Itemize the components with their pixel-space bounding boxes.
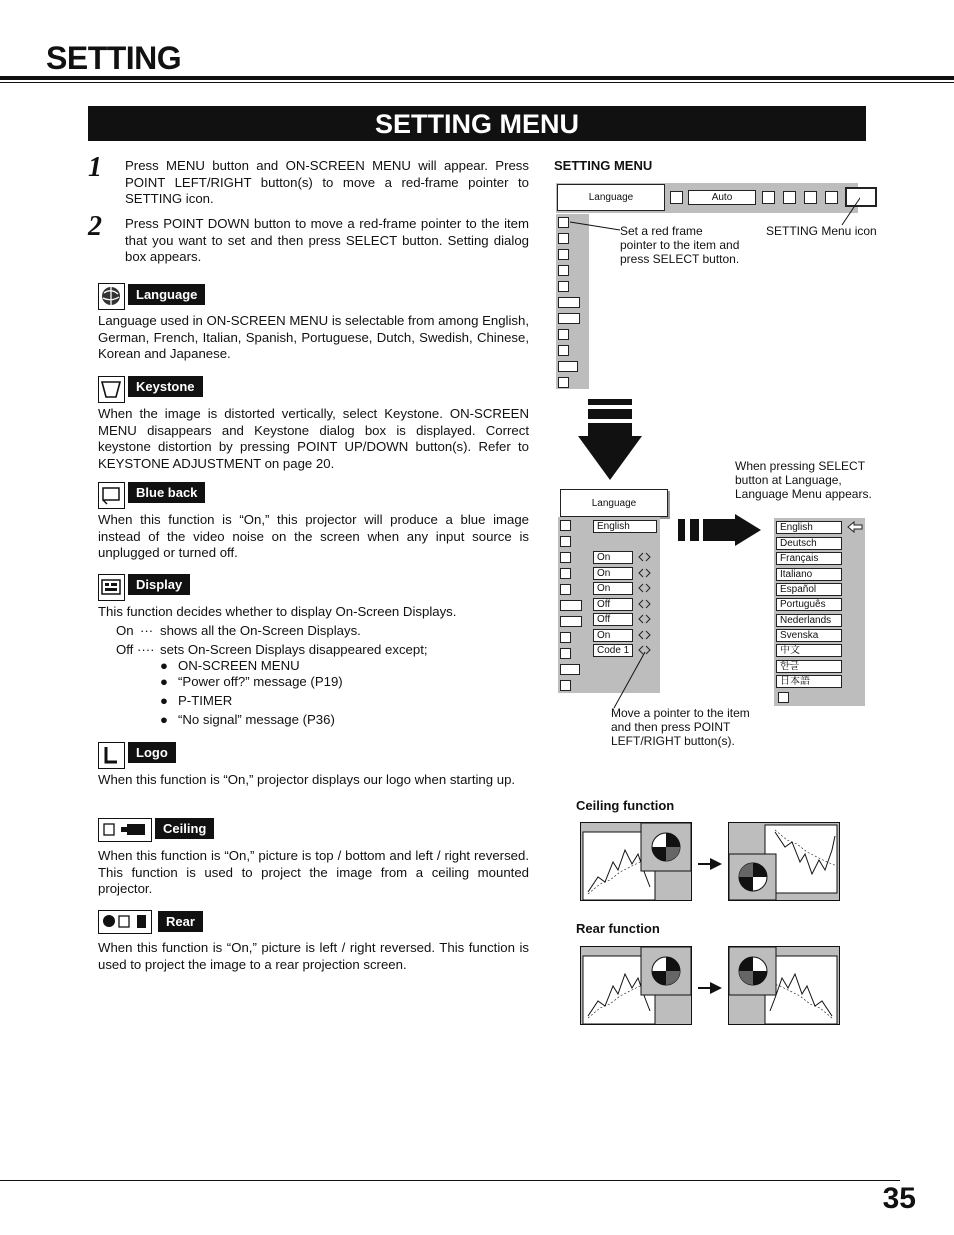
blue-back-icon [98,482,125,509]
language-label: Language [128,284,205,305]
bullet-dot-icon: ● [160,674,168,689]
language-option-english[interactable]: English [776,521,842,534]
language-option-francais[interactable]: Français [776,552,842,565]
display-off-key: Off [116,642,134,657]
arrow-bar [588,423,632,437]
page-number: 35 [882,1182,916,1215]
logo-text: When this function is “On,” projector displays our logo when starting up. [98,772,516,787]
callout-red-frame: Set a red frame pointer to the item and press SELECT button. [620,224,740,266]
ceiling-small-icon [560,600,582,611]
exit-small-icon [558,377,569,388]
ceiling-small-icon [558,297,580,308]
language-text: Language used in ON-SCREEN MENU is selectable from among English, German, French, Italian, Spanish, Portuguese, Dutch, Swedish, Chinese, Korean and Japanese. [98,313,529,361]
footer-rule [0,1180,900,1181]
step-number-1: 1 [88,152,102,183]
right-arrow-icon [703,514,761,546]
left-right-arrows [638,551,652,659]
blue-back-text: When this function is “On,” this projector will produce a blue image instead of the video noise on the screen when any input source is unplugged or turned off. [98,512,529,560]
display-on-key: On [116,623,134,638]
exit-small-icon [778,692,789,703]
display-on-dots: ··· [140,623,154,638]
ceiling-label: Ceiling [155,818,214,839]
logo-icon [98,742,125,769]
key-lock-small-icon [558,361,578,372]
globe-icon [98,283,125,310]
pointer-arrow-icon [847,521,863,533]
display-off-dots: ···· [137,642,155,657]
ceiling-text: When this function is “On,” picture is top / bottom and left / right reversed. This function is used to project the image from a ceiling mounted projector. [98,848,529,896]
language-option-portugues[interactable]: Português [776,598,842,611]
menu2-value-code: Code 1 [593,644,633,657]
menu-bar-language: Language [557,184,665,211]
ceiling-icon [98,818,152,842]
bullet-dot-icon: ● [160,658,168,673]
step-number-2: 2 [88,211,102,242]
display-bullet-1: ON-SCREEN MENU [178,658,300,673]
blue-back-label: Blue back [128,482,205,503]
header-rule-thin [0,82,954,83]
menu2-value-rear: On [593,629,633,642]
display-label: Display [128,574,190,595]
keystone-text: When the image is distorted vertically, select Keystone. ON-SCREEN MENU disappears and Keystone dialog box is displayed. Correct keystone distortion by pressing POINT UP/DOWN button(s). Refer to KEYSTONE ADJUSTMENT on page 20. [98,406,529,471]
blue-back-small-icon [558,249,569,260]
arrow-bar [690,519,699,541]
callout-move: Move a pointer to the item and then press POINT LEFT/RIGHT button(s). [611,706,750,748]
icon-list-1 [558,217,580,393]
language-option-japanese[interactable]: 日本語 [776,675,842,688]
menu-bar-auto: Auto [688,190,756,205]
display-bullet-2: “Power off?” message (P19) [178,674,343,689]
icon-list-2 [560,520,582,696]
display-bullet-4: “No signal” message (P36) [178,712,335,727]
arrow-bar [678,519,685,541]
menu2-value-ceiling: Off [593,613,633,626]
exit-small-icon [560,680,571,691]
battery-small-icon [560,648,571,659]
step-text-1: Press MENU button and ON-SCREEN MENU will appear. Press POINT LEFT/RIGHT button(s) to move a red-frame pointer to SETTING icon. [125,158,529,206]
menu2-value-blueback: On [593,567,633,580]
display-bullet-3: P-TIMER [178,693,233,708]
language-option-italiano[interactable]: Italiano [776,568,842,581]
down-arrow-icon [578,436,642,482]
display-small-icon [560,568,571,579]
arrow-bar [588,409,632,419]
rear-function-title: Rear function [576,921,660,936]
ceiling-function-illustration [580,822,842,904]
display-small-icon [558,265,569,276]
rear-small-icon [560,616,582,627]
menu2-language: Language [560,489,668,517]
callout-menu-icon: SETTING Menu icon [766,224,877,238]
display-off-text: sets On-Screen Displays disappeared except; [160,642,428,657]
bullet-dot-icon: ● [160,693,168,708]
key-lock-small-icon [560,664,580,675]
lamp-small-icon [558,329,569,340]
keystone-label: Keystone [128,376,203,397]
keystone-small-icon [560,536,571,547]
logo-small-icon [558,281,569,292]
blue-back-small-icon [560,552,571,563]
header-rule [0,76,954,80]
language-option-korean[interactable]: 한글 [776,660,842,673]
logo-small-icon [560,584,571,595]
rear-function-illustration [580,946,842,1028]
language-option-nederlands[interactable]: Nederlands [776,614,842,627]
language-option-espanol[interactable]: Español [776,583,842,596]
rear-small-icon [558,313,580,324]
logo-label: Logo [128,742,176,763]
rear-label: Rear [158,911,203,932]
bullet-dot-icon: ● [160,712,168,727]
display-on-text: shows all the On-Screen Displays. [160,623,361,638]
language-option-svenska[interactable]: Svenska [776,629,842,642]
ceiling-function-title: Ceiling function [576,798,675,813]
menu2-value-logo: Off [593,598,633,611]
rear-text: When this function is “On,” picture is left / right reversed. This function is used to project the image to a rear projection screen. [98,940,529,972]
menu2-value-english: English [593,520,657,533]
rear-icon [98,910,152,934]
display-icon [98,574,125,601]
section-title: SETTING [46,40,182,76]
move-callout-line [610,650,650,710]
language-option-deutsch[interactable]: Deutsch [776,537,842,550]
lamp-small-icon [560,632,571,643]
banner-title: SETTING MENU [88,106,866,141]
step-text-2: Press POINT DOWN button to move a red-frame pointer to the item that you want to set and then press SELECT button. Setting dialog box appears. [125,216,529,264]
arrow-bar [588,399,632,405]
menu2-value-keystone: On [593,551,633,564]
battery-small-icon [558,345,569,356]
language-option-chinese[interactable]: 中文 [776,644,842,657]
display-text: This function decides whether to display On-Screen Displays. [98,604,457,619]
language-small-icon [560,520,571,531]
figure-title: SETTING MENU [554,158,653,173]
callout-select: When pressing SELECT button at Language, Language Menu appears. [735,459,872,501]
menu2-value-display: On [593,582,633,595]
keystone-icon [98,376,125,403]
